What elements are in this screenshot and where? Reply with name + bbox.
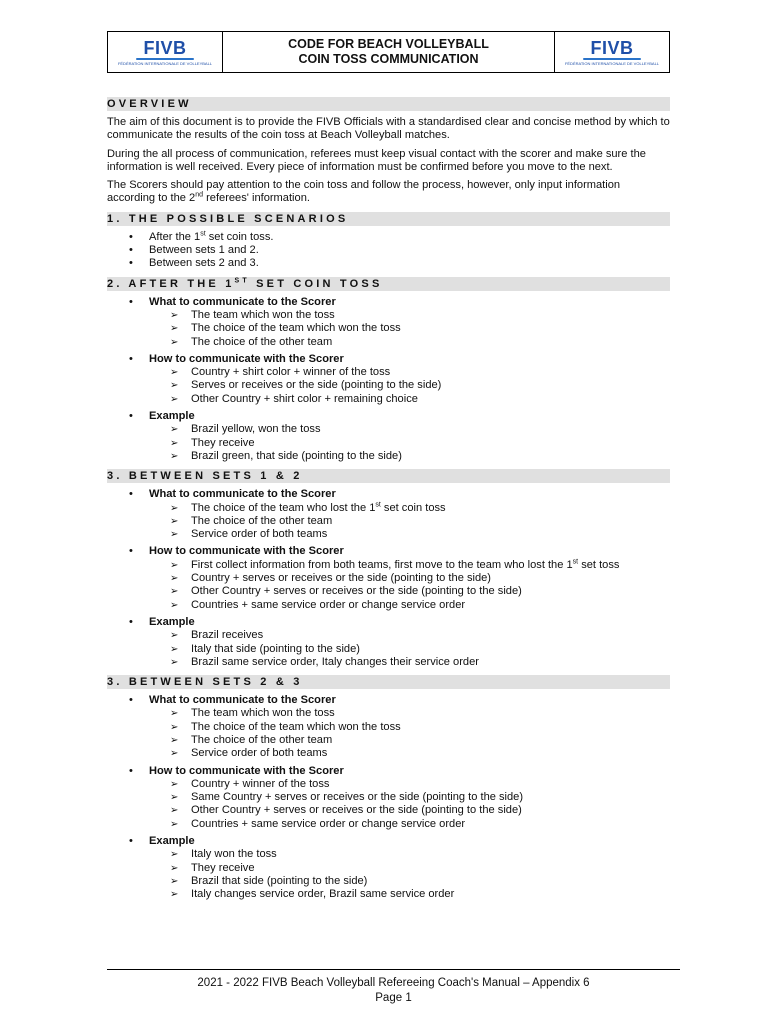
fivb-logo-right <box>555 32 669 72</box>
group-heading: • Example <box>107 410 670 423</box>
section-title-scenarios: 1. THE POSSIBLE SCENARIOS <box>107 212 670 226</box>
page-number: Page 1 <box>375 992 412 1004</box>
section-title-sets-1-2: 3. BETWEEN SETS 1 & 2 <box>107 469 670 483</box>
list-item: ➢ Other Country + shirt color + remaining choice <box>107 393 670 406</box>
list-item: ➢ The choice of the other team <box>107 515 670 528</box>
list-item: ➢ The choice of the team which won the toss <box>107 721 670 734</box>
title-line-2: COIN TOSS COMMUNICATION <box>298 52 479 66</box>
list-item: ➢ Brazil same service order, Italy changes their service order <box>107 656 670 669</box>
group-heading: • What to communicate to the Scorer <box>107 488 670 501</box>
how-group <box>107 353 670 406</box>
list-item: • Between sets 1 and 2. <box>107 244 670 257</box>
list-item: ➢ Brazil green, that side (pointing to the side) <box>107 450 670 463</box>
list-item: • Between sets 2 and 3. <box>107 257 670 270</box>
overview-paragraph-2: During the all process of communication, referees must keep visual contact with the scorer and make sure the information is well received. Every piece of information must be confirmed before you move to the next. <box>107 147 646 173</box>
scenario-list <box>107 231 670 271</box>
how-group <box>107 545 670 611</box>
list-item: ➢ Italy won the toss <box>107 848 670 861</box>
logo-text: FIVB <box>590 37 634 58</box>
title-line-1: CODE FOR BEACH VOLLEYBALL <box>288 37 489 51</box>
logo-swoosh <box>136 58 194 60</box>
list-item: ➢ Countries + same service order or change service order <box>107 818 670 831</box>
list-item: ➢ Brazil receives <box>107 629 670 642</box>
logo-text: FIVB <box>143 37 187 58</box>
superscript: st <box>200 230 206 238</box>
text-fragment: The choice of the team who lost the 1 <box>191 501 376 514</box>
example-group <box>107 835 670 901</box>
superscript: st <box>375 500 381 508</box>
list-item: ➢ Italy that side (pointing to the side) <box>107 643 670 656</box>
text-fragment: set coin toss <box>380 501 446 514</box>
superscript: nd <box>195 191 203 199</box>
list-item <box>107 502 670 515</box>
list-item: ➢ The choice of the team which won the toss <box>107 322 670 335</box>
overview-paragraph-3 <box>107 179 670 206</box>
what-group <box>107 296 670 349</box>
group-heading: • How to communicate with the Scorer <box>107 765 670 778</box>
list-item: ➢ Countries + same service order or change service order <box>107 599 670 612</box>
text-fragment: 2. AFTER THE 1 <box>107 277 235 290</box>
list-item: ➢ Brazil yellow, won the toss <box>107 423 670 436</box>
list-item: ➢ Italy changes service order, Brazil same service order <box>107 888 670 901</box>
list-item: ➢ Other Country + serves or receives or the side (pointing to the side) <box>107 804 670 817</box>
section-title-sets-2-3: 3. BETWEEN SETS 2 & 3 <box>107 675 670 689</box>
fivb-logo-left <box>108 32 222 72</box>
text-fragment: SET COIN TOSS <box>249 277 383 290</box>
text-fragment: referees' information. <box>203 192 310 205</box>
list-item: ➢ Country + serves or receives or the side (pointing to the side) <box>107 572 670 585</box>
list-item: ➢ They receive <box>107 862 670 875</box>
footer-title: 2021 - 2022 FIVB Beach Volleyball Refereeing Coach's Manual – Appendix 6 <box>197 977 590 989</box>
document-title <box>222 32 555 72</box>
what-group <box>107 694 670 760</box>
list-item: ➢ Country + winner of the toss <box>107 778 670 791</box>
group-heading: • How to communicate with the Scorer <box>107 545 670 558</box>
logo-swoosh <box>583 58 641 60</box>
list-item <box>107 231 670 244</box>
logo-subtext: FÉDÉRATION INTERNATIONALE DE VOLLEYBALL <box>564 60 660 66</box>
text-fragment: The Scorers should pay attention to the coin toss and follow the process, however, only input information according to the 2 <box>107 179 621 205</box>
group-heading: • What to communicate to the Scorer <box>107 296 670 309</box>
document-header <box>107 31 670 73</box>
list-item: ➢ Service order of both teams <box>107 747 670 760</box>
example-group <box>107 616 670 669</box>
list-item: ➢ Service order of both teams <box>107 528 670 541</box>
list-item <box>107 559 670 572</box>
example-group <box>107 410 670 463</box>
logo-subtext: FÉDÉRATION INTERNATIONALE DE VOLLEYBALL <box>117 60 213 66</box>
superscript: ST <box>234 277 250 285</box>
list-item: ➢ The team which won the toss <box>107 707 670 720</box>
group-heading: • How to communicate with the Scorer <box>107 353 670 366</box>
list-item: ➢ Serves or receives or the side (pointing to the side) <box>107 379 670 392</box>
list-item: ➢ Same Country + serves or receives or the side (pointing to the side) <box>107 791 670 804</box>
list-item: ➢ Brazil that side (pointing to the side) <box>107 875 670 888</box>
how-group <box>107 765 670 831</box>
what-group <box>107 488 670 541</box>
footer-divider <box>107 969 680 970</box>
list-item: ➢ The choice of the other team <box>107 336 670 349</box>
group-heading: • Example <box>107 616 670 629</box>
list-item: ➢ The choice of the other team <box>107 734 670 747</box>
list-item: ➢ The team which won the toss <box>107 309 670 322</box>
list-item: ➢ Other Country + serves or receives or the side (pointing to the side) <box>107 585 670 598</box>
list-item: ➢ Country + shirt color + winner of the toss <box>107 366 670 379</box>
group-heading: • Example <box>107 835 670 848</box>
document-body <box>107 97 670 902</box>
text-fragment: set toss <box>578 558 620 571</box>
superscript: st <box>572 558 579 566</box>
section-title-after-first-toss <box>107 277 670 291</box>
text-fragment: After the 1 <box>149 230 201 243</box>
group-heading: • What to communicate to the Scorer <box>107 694 670 707</box>
text-fragment: set coin toss. <box>205 230 274 243</box>
text-fragment: First collect information from both teams, first move to the team who lost the 1 <box>191 558 573 571</box>
page-footer <box>107 976 680 1006</box>
overview-paragraph-1: The aim of this document is to provide the FIVB Officials with a standardised clear and concise method by which to communicate the results of the coin toss at Beach Volleyball matches. <box>107 116 670 142</box>
section-title-overview: OVERVIEW <box>107 97 670 111</box>
list-item: ➢ They receive <box>107 437 670 450</box>
